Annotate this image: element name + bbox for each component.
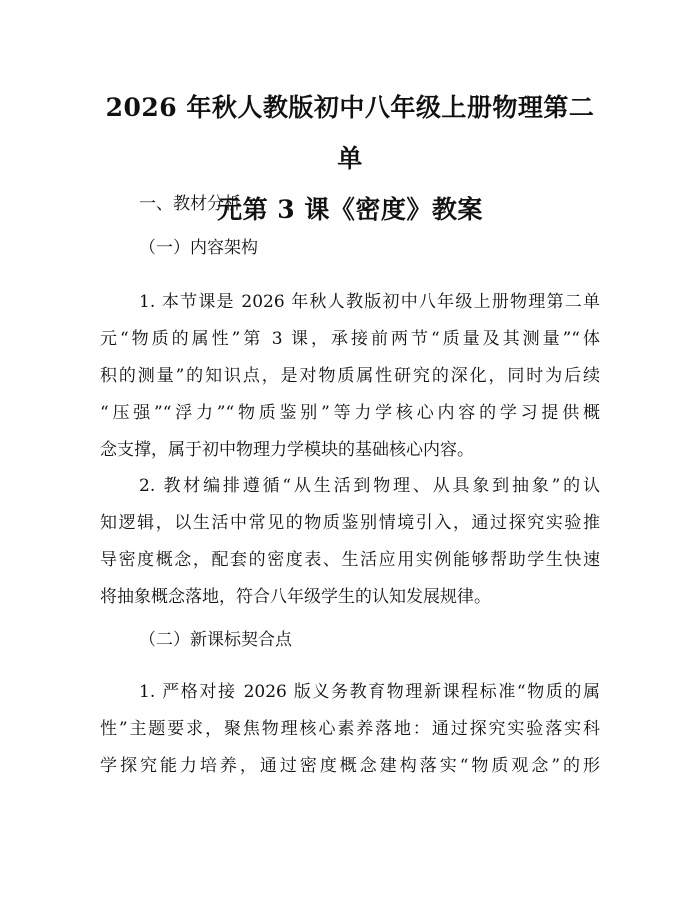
paragraph-line: 导密度概念，配套的密度表、生活应用实例能够帮助学生快速: [100, 550, 600, 570]
paragraph-line: “压强”“浮力”“物质鉴别”等力学核心内容的学习提供概: [100, 403, 600, 423]
paragraph-curriculum-alignment-1: [100, 674, 600, 785]
paragraph-line: 知逻辑，以生活中常见的物质鉴别情境引入，通过探究实验推: [100, 513, 600, 533]
paragraph-line: 1. 严格对接 2026 版义务教育物理新课程标准“物质的属: [139, 682, 600, 702]
paragraph-line: 念支撑，属于初中物理力学模块的基础核心内容。: [100, 440, 474, 460]
paragraph-content-structure-1: [100, 284, 600, 469]
paragraph-line: 元“物质的属性”第 3 课，承接前两节“质量及其测量”“体: [100, 329, 600, 349]
subsection-heading-content-structure: （一）内容架构: [139, 238, 258, 258]
paragraph-content-structure-2: [100, 468, 600, 616]
paragraph-line: 将抽象概念落地，符合八年级学生的认知发展规律。: [100, 587, 491, 607]
paragraph-line: 积的测量”的知识点，是对物质属性研究的深化，同时为后续: [100, 366, 600, 386]
paragraph-line: 学探究能力培养，通过密度概念建构落实“物质观念”的形: [100, 756, 600, 776]
section-heading-textbook-analysis: 一、教材分析: [139, 194, 241, 214]
paragraph-line: 1. 本节课是 2026 年秋人教版初中八年级上册物理第二单: [139, 292, 600, 312]
subsection-heading-curriculum-alignment: （二）新课标契合点: [139, 630, 292, 650]
paragraph-line: 2. 教材编排遵循“从生活到物理、从具象到抽象”的认: [139, 476, 600, 496]
paragraph-line: 性”主题要求，聚焦物理核心素养落地：通过探究实验落实科: [100, 719, 600, 739]
title-line-2: 元第 3 课《密度》教案: [217, 195, 483, 224]
title-line-1: 2026 年秋人教版初中八年级上册物理第二单: [105, 93, 595, 173]
